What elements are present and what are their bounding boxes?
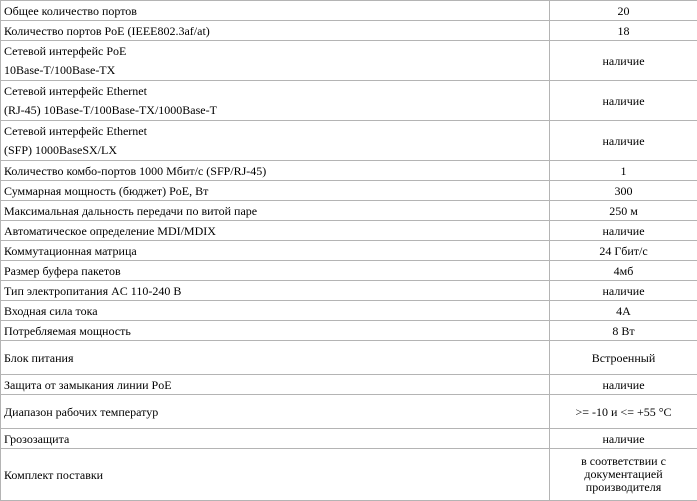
spec-value: 300 [615,184,633,198]
spec-name-cell [1,21,550,41]
table-row [1,1,697,21]
spec-value-cell [550,121,697,161]
spec-name-cell [1,429,550,449]
spec-name-line: (RJ-45) 10Base-T/100Base-TX/1000Base-T [4,101,546,120]
spec-name-cell [1,181,550,201]
spec-name: Максимальная дальность передачи по витой паре [4,204,257,218]
spec-value-cell [550,449,697,501]
spec-name-cell [1,221,550,241]
spec-name: Количество портов PoE (IEEE802.3af/at) [4,24,210,38]
table-row [1,281,697,301]
spec-name: Грозозащита [4,432,69,446]
spec-name: Входная сила тока [4,304,98,318]
spec-name-cell [1,261,550,281]
spec-value: 4А [616,304,631,318]
spec-value: наличие [602,432,644,446]
table-row [1,261,697,281]
spec-name: Количество комбо-портов 1000 Мбит/с (SFP/RJ-45) [4,164,266,178]
spec-value-cell [550,429,697,449]
spec-name: Диапазон рабочих температур [4,405,158,419]
table-row [1,375,697,395]
spec-value: наличие [602,224,644,238]
spec-name: Суммарная мощность (бюджет) PoE, Вт [4,184,208,198]
table-row [1,21,697,41]
spec-value: >= -10 и <= +55 °С [575,405,671,419]
spec-name-cell [1,449,550,501]
spec-name-line: (SFP) 1000BaseSX/LX [4,141,546,160]
spec-name-cell [1,301,550,321]
spec-name-cell [1,375,550,395]
table-row [1,181,697,201]
spec-value: в соответствии с документацией производителя [581,454,666,494]
spec-value: 18 [618,24,630,38]
spec-value: наличие [602,54,644,68]
spec-value: 250 м [609,204,638,218]
spec-value-cell [550,375,697,395]
spec-value-cell [550,261,697,281]
spec-name: Общее количество портов [4,4,137,18]
spec-value: Встроенный [592,351,656,365]
table-row [1,221,697,241]
spec-value-cell [550,301,697,321]
spec-value-cell [550,395,697,429]
spec-name: Размер буфера пакетов [4,264,121,278]
table-row [1,449,697,501]
table-row [1,429,697,449]
spec-value: наличие [602,134,644,148]
spec-name-line: Сетевой интерфейс Ethernet [4,122,546,141]
spec-value-cell [550,1,697,21]
spec-name-cell [1,41,550,81]
spec-value: наличие [602,284,644,298]
spec-name: Комплект поставки [4,468,103,482]
spec-name-cell [1,341,550,375]
spec-value-cell [550,321,697,341]
spec-value-cell [550,281,697,301]
table-row [1,241,697,261]
spec-name: Потребляемая мощность [4,324,131,338]
table-row [1,161,697,181]
spec-value-cell [550,21,697,41]
spec-name: Тип электропитания AC 110-240 В [4,284,181,298]
spec-value-cell [550,41,697,81]
spec-value: 4мб [614,264,634,278]
spec-name-cell [1,281,550,301]
spec-value-cell [550,161,697,181]
spec-value-cell [550,201,697,221]
table-row [1,41,697,81]
spec-value: наличие [602,94,644,108]
spec-name-cell [1,121,550,161]
spec-name-cell [1,161,550,181]
spec-value-cell [550,181,697,201]
spec-name-cell [1,241,550,261]
spec-name-cell [1,395,550,429]
spec-value-cell [550,241,697,261]
spec-value: 1 [621,164,627,178]
spec-value: 20 [618,4,630,18]
table-row [1,301,697,321]
spec-name-cell [1,81,550,121]
spec-value: 24 Гбит/с [599,244,647,258]
spec-name-line: 10Base-T/100Base-TX [4,61,546,80]
table-row [1,395,697,429]
spec-name: Автоматическое определение MDI/MDIX [4,224,216,238]
table-row [1,81,697,121]
spec-value: 8 Вт [612,324,634,338]
spec-name-line: Сетевой интерфейс Ethernet [4,82,546,101]
table-row [1,121,697,161]
spec-name-cell [1,201,550,221]
table-row [1,201,697,221]
spec-value-cell [550,81,697,121]
spec-name: Коммутационная матрица [4,244,137,258]
spec-name-cell [1,1,550,21]
spec-name-line: Сетевой интерфейс PoE [4,42,546,61]
spec-name-cell [1,321,550,341]
spec-name: Защита от замыкания линии PoE [4,378,172,392]
spec-value: наличие [602,378,644,392]
spec-value-cell [550,221,697,241]
spec-value-cell [550,341,697,375]
table-row [1,341,697,375]
table-row [1,321,697,341]
spec-name: Блок питания [4,351,73,365]
